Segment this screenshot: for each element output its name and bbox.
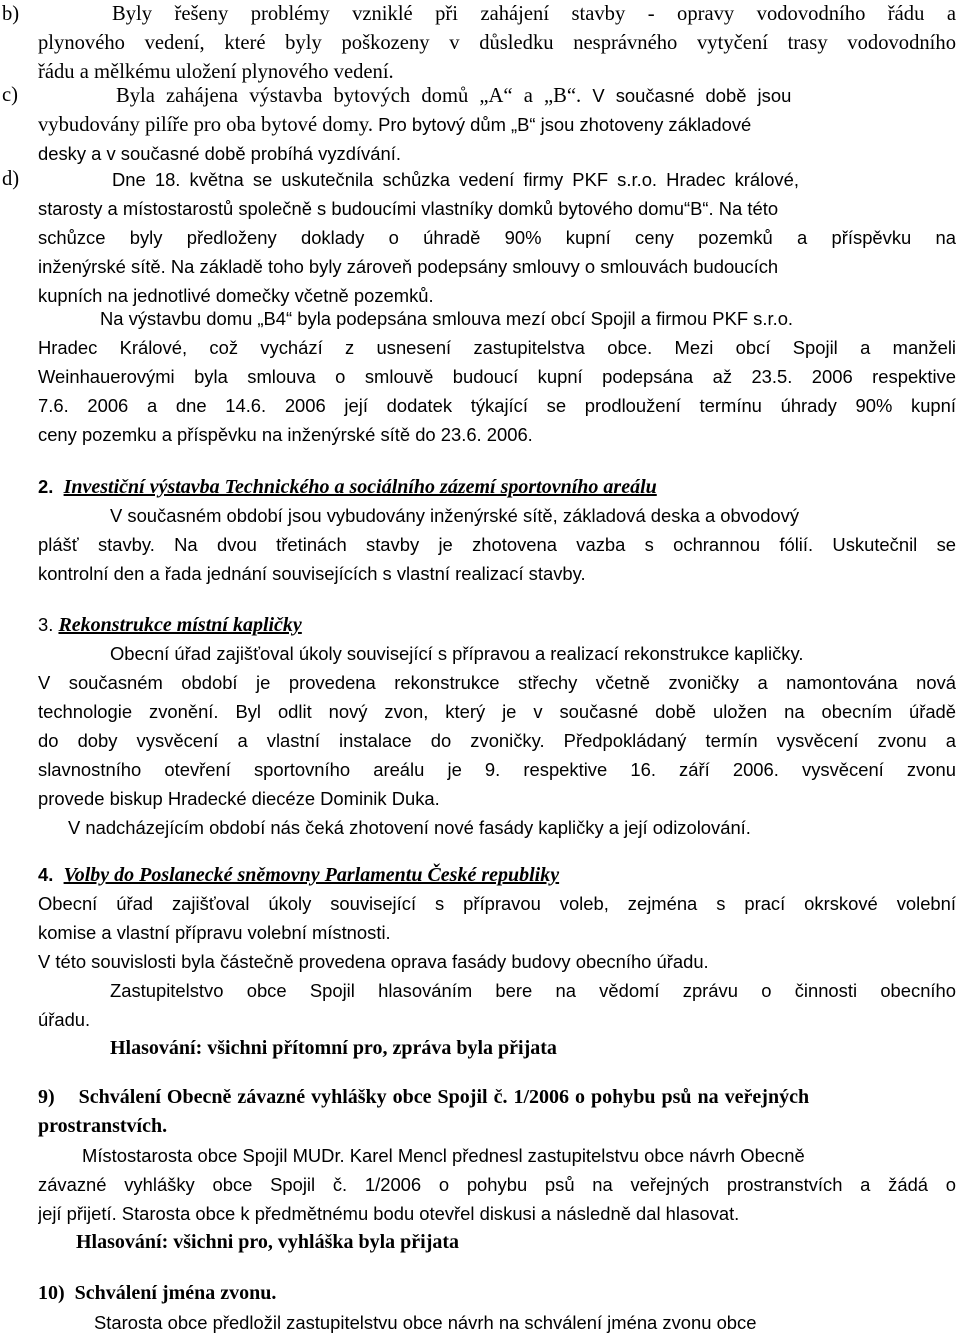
text-line: její přijetí. Starosta obce k předmětnému bodu otevřel diskusi a následně dal hlasovat. <box>38 1203 740 1224</box>
text-line <box>38 252 956 281</box>
text-line: plášť stavby. Na dvou třetinách stavby je zhotovena vazba s ochrannou fólií. Uskutečnil se <box>38 534 956 555</box>
text-line: Byly řešeny problémy vzniklé při zahájení stavby - opravy vodovodního řádu a <box>112 3 956 25</box>
text-line: ceny pozemku a příspěvku na inženýrské sítě do 23.6. 2006. <box>38 424 533 445</box>
text-segment: starosty a místostarostů společně s budoucími vlastníky domků bytového domu“B“. <box>38 198 714 219</box>
section-9 <box>38 1083 956 1257</box>
section-3 <box>38 610 956 842</box>
section-d-paragraph-2 <box>38 304 956 449</box>
section-4-heading-line <box>38 860 956 889</box>
text-line: řádu a mělkému uložení plynového vedení. <box>38 61 394 83</box>
section-number: 4. <box>38 864 54 885</box>
text-line: Weinhauerovými byla smlouva o smlouvě budoucí kupní podepsána až 23.5. 2006 respektive <box>38 366 956 387</box>
text-line: do doby vysvěcení a vlastní instalace do zvoničky. Předpokládaný termín vysvěcení zvonu a <box>38 730 956 751</box>
text-line: Hradec Králové, což vychází z usnesení zastupitelstva obce. Mezi obcí Spojil a manželi <box>38 337 956 358</box>
text-line: Místostarosta obce Spojil MUDr. Karel Mencl přednesl zastupitelstvu obce návrh Obecně <box>82 1145 805 1166</box>
text-line: Starosta obce předložil zastupitelstvu obce návrh na schválení jména zvonu obce <box>94 1312 757 1333</box>
section-heading: Rekonstrukce místní kapličky <box>58 614 302 636</box>
section-c-text <box>38 81 956 168</box>
text-line <box>38 194 956 223</box>
text-line: V současném období jsou vybudovány inženýrské sítě, základová deska a obvodový <box>110 505 800 526</box>
section-heading: Schválení Obecně závazné vyhlášky obce Spojil č. 1/2006 o pohybu psů na veřejných <box>78 1086 810 1108</box>
text-segment: Na základě toho byly zároveň podepsány smlouvy o smlouvách budoucích <box>170 256 779 277</box>
text-line: Zastupitelstvo obce Spojil hlasováním bere na vědomí zprávu o činnosti obecního <box>110 980 956 1001</box>
section-10-heading-line <box>38 1279 956 1308</box>
text-line: kupních na jednotlivé domečky včetně pozemků. <box>38 285 434 306</box>
text-segment: vybudovány pilíře pro oba bytové domy. <box>38 114 373 136</box>
section-3-heading-line <box>38 610 956 639</box>
text-line: Na výstavbu domu „B4“ byla podepsána smlouva mezí obcí Spojil a firmou PKF s.r.o. <box>100 308 794 329</box>
section-2 <box>38 472 956 588</box>
text-line <box>38 110 956 139</box>
section-b-text <box>38 0 956 87</box>
text-line: úřadu. <box>38 1009 91 1030</box>
section-number: 2. <box>38 476 54 497</box>
text-line: komise a vlastní přípravu volební místnosti. <box>38 922 391 943</box>
section-9-heading-line <box>38 1083 956 1112</box>
text-segment: Na této <box>718 198 779 219</box>
section-4 <box>38 860 956 1063</box>
text-line: provede biskup Hradecké diecéze Dominik Duka. <box>38 788 440 809</box>
section-2-heading-line <box>38 472 956 501</box>
text-segment: Byla zahájena výstavba bytových domů „A“ a „B“. <box>116 85 582 107</box>
text-line: Obecní úřad zajišťoval úkoly související s přípravou voleb, zejména s prací okrskové volební <box>38 893 956 914</box>
section-d-label: d) <box>2 168 20 190</box>
text-line: plynového vedení, které byly poškozeny v důsledku nesprávného vytyčení trasy vodovodního <box>38 32 956 54</box>
vote-result: Hlasování: všichni pro, vyhláška byla přijata <box>76 1231 460 1253</box>
text-line: kontrolní den a řada jednání souvisejících s vlastní realizací stavby. <box>38 563 586 584</box>
text-line: závazné vyhlášky obce Spojil č. 1/2006 o pohybu psů na veřejných prostranstvích a žádá o <box>38 1174 956 1195</box>
section-heading: Volby do Poslanecké sněmovny Parlamentu České republiky <box>63 864 560 886</box>
text-line: 7.6. 2006 a dne 14.6. 2006 její dodatek týkající se prodloužení termínu úhrady 90% kupní <box>38 395 956 416</box>
text-segment: Pro bytový dům „B“ jsou zhotoveny základové <box>378 114 752 135</box>
text-line: V této souvislosti byla částečně provedena oprava fasády budovy obecního úřadu. <box>38 951 709 972</box>
text-line <box>38 81 956 110</box>
section-heading: Schválení jména zvonu. <box>74 1282 277 1304</box>
text-line: schůzce byly předloženy doklady o úhradě 90% kupní ceny pozemků a příspěvku na <box>38 227 956 248</box>
text-line: Obecní úřad zajišťoval úkoly související s přípravou a realizací rekonstrukce kapličky. <box>110 643 804 664</box>
text-line <box>38 165 956 194</box>
text-line: technologie zvonění. Byl odlit nový zvon, který je v současné době uložen na obecním úřadě <box>38 701 956 722</box>
section-number: 10) <box>38 1282 65 1304</box>
text-line: V nadcházejícím období nás čeká zhotovení nové fasády kapličky a její odizolování. <box>68 817 751 838</box>
section-heading: Investiční výstavba Technického a sociálního zázemí sportovního areálu <box>63 476 657 498</box>
section-number: 3. <box>38 614 54 635</box>
text-segment: Dne 18. května se uskutečnila schůzka vedení firmy PKF s.r.o. <box>112 169 658 190</box>
text-line: desky a v současné době probíhá vyzdívání. <box>38 143 401 164</box>
text-line: V současném období je provedena rekonstrukce střechy včetně zvoničky a namontována nová <box>38 672 956 693</box>
section-number: 9) <box>38 1086 55 1108</box>
vote-result: Hlasování: všichni přítomní pro, zpráva byla přijata <box>110 1037 557 1059</box>
section-10 <box>38 1279 956 1337</box>
text-segment: Hradec králové, <box>666 169 799 190</box>
section-c-label: c) <box>2 84 18 106</box>
section-b-label: b) <box>2 3 20 25</box>
section-d-text <box>38 165 956 310</box>
text-line: slavnostního otevření sportovního areálu je 9. respektive 16. září 2006. vysvěcení zvonu <box>38 759 956 780</box>
text-segment: V současné době jsou <box>592 85 792 106</box>
text-segment: inženýrské sítě. <box>38 256 166 277</box>
section-heading-continued: prostranstvích. <box>38 1115 168 1137</box>
